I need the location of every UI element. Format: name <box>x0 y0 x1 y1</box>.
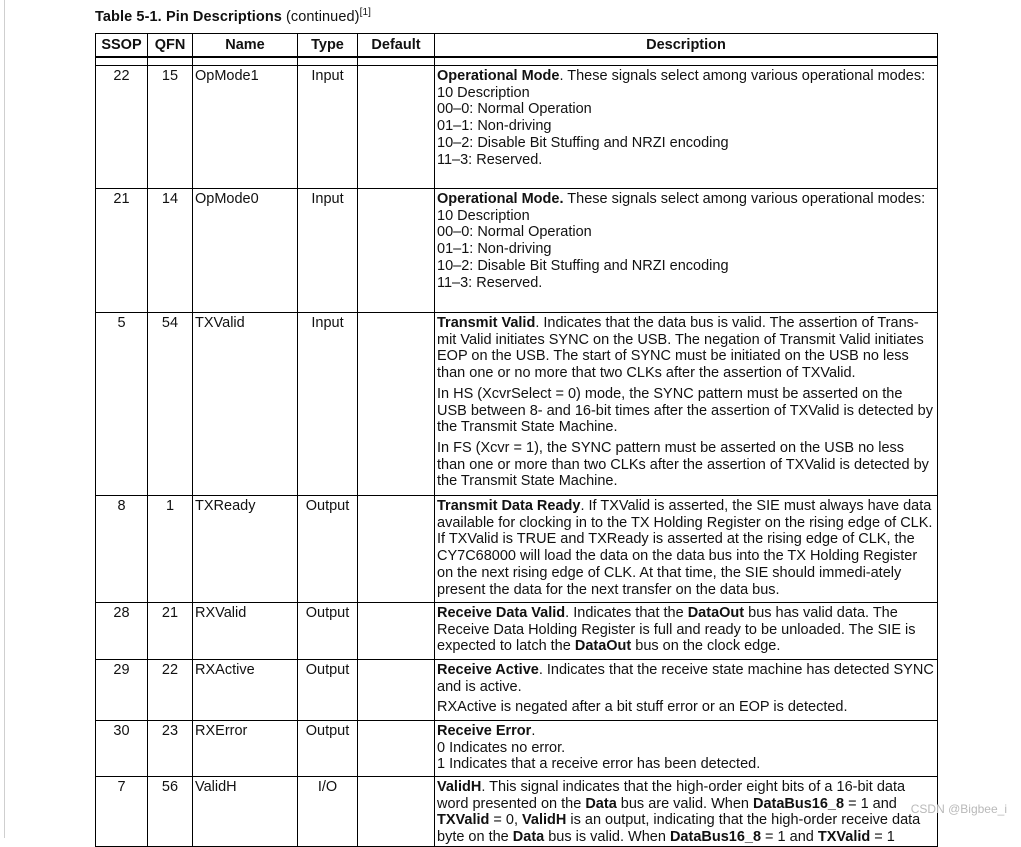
header-spacer-row <box>96 57 938 66</box>
desc-line: 00–0: Normal Operation <box>437 224 592 241</box>
desc-line: 10 Description <box>437 84 530 101</box>
cell-name: RXError <box>193 721 298 777</box>
cell-description: Operational Mode. These signals select among various operational modes: 10 Description 00–0: Normal Operation 01–1: Non-driving 10–2: Disable Bit Stuffing and NRZI encoding 11–3: Reserved. <box>435 189 938 313</box>
cell-qfn: 56 <box>148 777 193 847</box>
desc-bold-lead: Receive Error <box>437 723 532 739</box>
cell-description: Transmit Data Ready. If TXValid is asserted, the SIE must always have data available for clocking in to the TX Holding Register on the rising edge of CLK. If TXValid is TRUE and TXReady is asserted at the rising edge of CLK, the CY7C68000 will load the data on the data bus into the TX Holding Register on the next rising edge of CLK. At that time, the SIE should immedi-ately present the data for the next transfer on the data bus. <box>435 496 938 603</box>
cell-description: Receive Error. 0 Indicates no error. 1 Indicates that a receive error has been detected. <box>435 721 938 777</box>
desc-bold-lead: Operational Mode <box>437 68 560 84</box>
cell-name: RXActive <box>193 660 298 721</box>
cell-qfn: 54 <box>148 313 193 496</box>
table-row <box>96 189 938 313</box>
header-type: Type <box>298 34 358 58</box>
caption-title: Table 5-1. Pin Descriptions <box>95 9 282 25</box>
cell-description: Operational Mode. These signals select among various operational modes: 10 Description 00–0: Normal Operation 01–1: Non-driving 10–2: Disable Bit Stuffing and NRZI encoding 11–3: Reserved. <box>435 66 938 189</box>
caption-footnote: [1] <box>359 7 372 18</box>
table-row <box>96 313 938 496</box>
cell-ssop: 21 <box>96 189 148 313</box>
desc-line: 01–1: Non-driving <box>437 241 552 258</box>
cell-description: Receive Data Valid. Indicates that the DataOut bus has valid data. The Receive Data Holding Register is full and ready to be unloaded. The SIE is expected to latch the DataOut bus on the clock edge. <box>435 603 938 660</box>
cell-default <box>358 313 435 496</box>
desc-line: 0 Indicates no error. <box>437 739 566 756</box>
desc-bold-lead: Transmit Data Ready <box>437 498 581 514</box>
cell-qfn: 1 <box>148 496 193 603</box>
desc-paragraph: In HS (XcvrSelect = 0) mode, the SYNC pattern must be asserted on the USB between 8- and 16-bit times after the assertion of TXValid is detected by the Transmit State Machine. <box>437 385 933 436</box>
cell-qfn: 23 <box>148 721 193 777</box>
desc-bold-lead: Operational Mode. <box>437 191 564 207</box>
cell-name: OpMode0 <box>193 189 298 313</box>
cell-name: ValidH <box>193 777 298 847</box>
watermark: CSDN @Bigbee_i <box>910 802 1007 816</box>
cell-default <box>358 721 435 777</box>
table-caption <box>95 7 371 25</box>
cell-qfn: 21 <box>148 603 193 660</box>
desc-line: 10–2: Disable Bit Stuffing and NRZI encoding <box>437 134 729 151</box>
header-name: Name <box>193 34 298 58</box>
cell-ssop: 30 <box>96 721 148 777</box>
desc-line: 11–3: Reserved. <box>437 151 543 168</box>
desc-line: 11–3: Reserved. <box>437 274 543 291</box>
page-edge-rule <box>4 0 5 838</box>
cell-type: I/O <box>298 777 358 847</box>
cell-name: TXReady <box>193 496 298 603</box>
cell-qfn: 14 <box>148 189 193 313</box>
header-qfn: QFN <box>148 34 193 58</box>
cell-default <box>358 66 435 189</box>
cell-ssop: 28 <box>96 603 148 660</box>
cell-qfn: 22 <box>148 660 193 721</box>
table-row <box>96 660 938 721</box>
cell-name: RXValid <box>193 603 298 660</box>
caption-continued: (continued) <box>285 9 360 25</box>
table-row <box>96 66 938 189</box>
cell-qfn: 15 <box>148 66 193 189</box>
cell-ssop: 5 <box>96 313 148 496</box>
desc-bold-lead: ValidH <box>437 779 482 795</box>
table-row <box>96 777 938 847</box>
cell-type: Output <box>298 496 358 603</box>
desc-line: 10 Description <box>437 207 530 224</box>
cell-type: Output <box>298 603 358 660</box>
pin-descriptions-table <box>95 33 938 847</box>
table-row <box>96 496 938 603</box>
desc-bold-lead: Transmit Valid <box>437 315 536 331</box>
table-row <box>96 721 938 777</box>
cell-default <box>358 189 435 313</box>
cell-type: Input <box>298 313 358 496</box>
desc-line: 00–0: Normal Operation <box>437 101 592 118</box>
cell-default <box>358 496 435 603</box>
cell-name: OpMode1 <box>193 66 298 189</box>
cell-name: TXValid <box>193 313 298 496</box>
desc-paragraph: RXActive is negated after a bit stuff error or an EOP is detected. <box>437 699 848 716</box>
cell-description: ValidH. This signal indicates that the high-order eight bits of a 16-bit data word presented on the Data bus are valid. When DataBus16_8 = 1 and TXValid = 0, ValidH is an output, indicating that the high-order receive data byte on the Data bus is valid. When DataBus16_8 = 1 and TXValid = 1 <box>435 777 938 847</box>
cell-default <box>358 777 435 847</box>
cell-description: Transmit Valid. Indicates that the data bus is valid. The assertion of Trans-mit Valid initiates SYNC on the USB. The negation of Transmit Valid initiates EOP on the USB. The start of SYNC must be initiated on the USB no less than one or no more that two CLKs after the assertion of TXValid. In HS (XcvrSelect = 0) mode, the SYNC pattern must be asserted on the USB between 8- and 16-bit times after the assertion of TXValid is detected by the Transmit State Machine. In FS (Xcvr = 1), the SYNC pattern must be asserted on the USB no less than one or more than two CLKs after the assertion of TXValid is detected by the Transmit State Machine. <box>435 313 938 496</box>
desc-bold-lead: Receive Data Valid <box>437 605 566 621</box>
desc-paragraph: In FS (Xcvr = 1), the SYNC pattern must be asserted on the USB no less than one or more than two CLKs after the assertion of TXValid is detected by the Transmit State Machine. <box>437 439 929 490</box>
cell-type: Output <box>298 660 358 721</box>
cell-description: Receive Active. Indicates that the receive state machine has detected SYNC and is active. RXActive is negated after a bit stuff error or an EOP is detected. <box>435 660 938 721</box>
cell-ssop: 8 <box>96 496 148 603</box>
header-default: Default <box>358 34 435 58</box>
header-ssop: SSOP <box>96 34 148 58</box>
desc-line: 01–1: Non-driving <box>437 118 552 135</box>
desc-bold-lead: Receive Active <box>437 662 539 678</box>
header-description: Description <box>435 34 938 58</box>
desc-line: 10–2: Disable Bit Stuffing and NRZI encoding <box>437 257 729 274</box>
cell-type: Input <box>298 66 358 189</box>
cell-default <box>358 603 435 660</box>
table-row <box>96 603 938 660</box>
cell-ssop: 7 <box>96 777 148 847</box>
desc-line: 1 Indicates that a receive error has been detected. <box>437 756 761 773</box>
cell-ssop: 29 <box>96 660 148 721</box>
table-header-row <box>96 34 938 58</box>
cell-default <box>358 660 435 721</box>
cell-type: Output <box>298 721 358 777</box>
cell-ssop: 22 <box>96 66 148 189</box>
cell-type: Input <box>298 189 358 313</box>
